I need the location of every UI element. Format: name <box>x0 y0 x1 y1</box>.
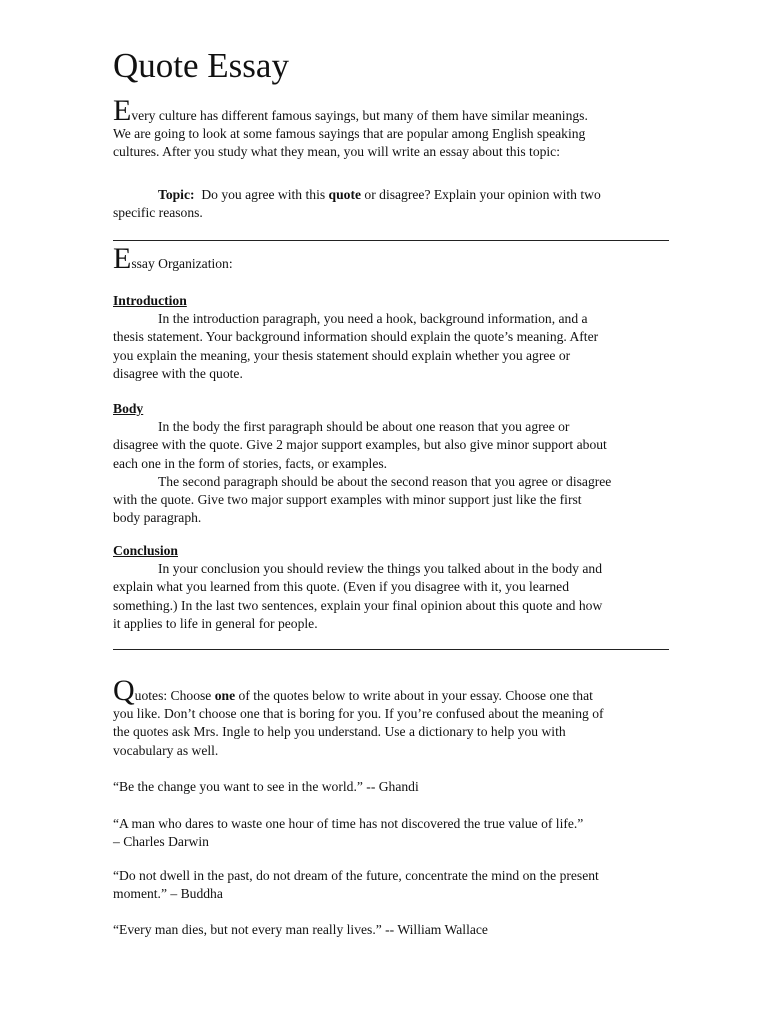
body-heading: Body <box>113 401 144 416</box>
quotes-intro-paragraph: Quotes: Choose one of the quotes below to write about in your essay. Choose one that you like. Don’t choose one that is boring for you. If you’re confused about the meaning of the quotes ask Mrs. Ingle to help you understand. Use a dictionary to help you with vocabulary as well. <box>113 674 604 758</box>
quote-item: “Every man dies, but not every man really lives.” -- William Wallace <box>113 922 488 937</box>
conclusion-section: Conclusion In your conclusion you should review the things you talked about in the body and explain what you learned from this quote. (Even if you disagree with it, you learned something.) In the last two sentences, explain your final opinion about this quote and how it applies to life in general for people. <box>113 542 669 633</box>
quote-item: “Do not dwell in the past, do not dream of the future, concentrate the mind on the present moment.” – Buddha <box>113 868 599 902</box>
introduction-heading: Introduction <box>113 293 187 308</box>
topic-quote-word: quote <box>328 187 362 202</box>
organization-dropcap: E <box>113 242 132 275</box>
page-title: Quote Essay <box>113 46 289 85</box>
intro-paragraph <box>113 94 669 162</box>
organization-heading: Essay Organization: <box>113 242 233 275</box>
topic-paragraph: Topic: Do you agree with this quote or disagree? Explain your opinion with two specific reasons. <box>113 186 669 222</box>
topic-label: Topic: <box>158 187 195 202</box>
quotes-dropcap: Q <box>113 674 135 707</box>
quote-item: “Be the change you want to see in the world.” -- Ghandi <box>113 779 419 794</box>
topic-line-2: specific reasons. <box>113 205 203 221</box>
divider-rule <box>113 240 669 241</box>
intro-dropcap: E <box>113 94 132 127</box>
conclusion-heading: Conclusion <box>113 543 178 558</box>
intro-line-1: very culture has different famous sayings, but many of them have similar meanings. <box>131 108 588 123</box>
body-section: Body In the body the first paragraph should be about one reason that you agree or disagree with the quote. Give 2 major support examples, but also give minor support about each one in the form of stories, facts, or examples. The second paragraph should be about the second reason that you agree or disagree with the quote. Give two major support examples with minor support just like the first body paragraph. <box>113 400 669 527</box>
introduction-section: Introduction In the introduction paragraph, you need a hook, background information, and a thesis statement. Your background information should explain the quote’s meaning. After you explain the meaning, your thesis statement should explain whether you agree or disagree with the quote. <box>113 292 669 383</box>
quote-item: “A man who dares to waste one hour of time has not discovered the true value of life.” – Charles Darwin <box>113 816 584 850</box>
divider-rule <box>113 649 669 650</box>
intro-line-2: We are going to look at some famous sayings that are popular among English speaking <box>113 126 586 142</box>
quotes-bold-one: one <box>214 688 236 703</box>
intro-line-3: cultures. After you study what they mean, you will write an essay about this topic: <box>113 144 560 160</box>
